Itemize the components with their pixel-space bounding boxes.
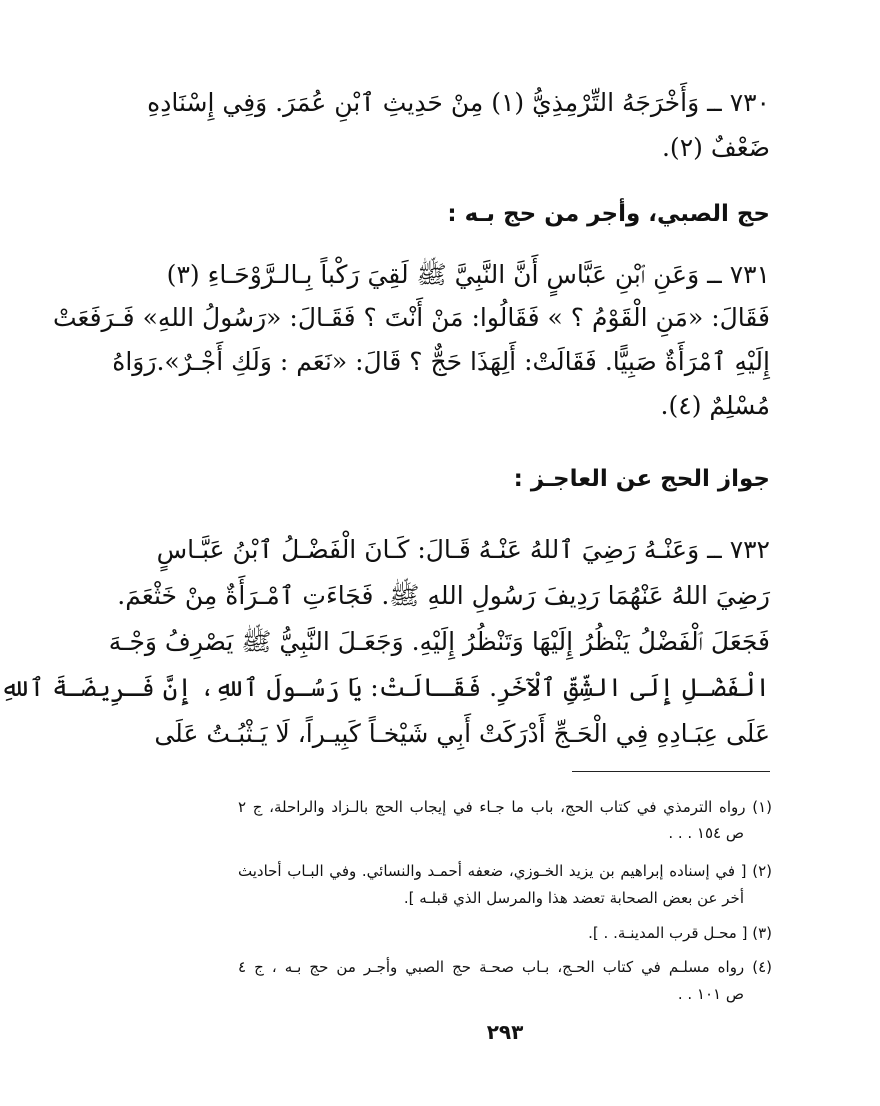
hadith-732-line-3: فَجَعَلَ ٱلْفَضْلُ يَنْظُرُ إِلَيْهَا وَتَنْظُرُ إِلَيْهِ. وَجَعَـلَ النَّبِيُّ ﷺ يَصْرِفُ وَجْـهَ bbox=[108, 627, 770, 656]
hadith-730-line-1: ٧٣٠ ــ وَأَخْرَجَهُ التِّرْمِذِيُّ (١) مِنْ حَدِيثِ ٱبْنِ عُمَرَ. وَفِي إِسْنَادِهِ bbox=[147, 88, 770, 117]
hadith-732-line-1: ٧٣٢ ــ وَعَنْـهُ رَضِيَ ٱللهُ عَنْـهُ قَـالَ: كَـانَ الْفَضْـلُ ٱبْنُ عَبَّـاسٍ bbox=[156, 535, 770, 564]
footnote-2-line-2: أخر عن بعض الصحابة تعضد هذا والمرسل الذي قبلـه ]. bbox=[403, 889, 744, 907]
hadith-732-line-4: الْفَضْـلِ إِلَى الشِّقِّ ٱلْآخَرِ. فَقَـالَتْ: يَا رَسُـولَ ٱللهِ، إِنَّ فَـرِيضَـةَ ٱللهِ bbox=[0, 673, 770, 702]
footnote-3: (٣) [ محـل قرب المدينـة. . ]. bbox=[588, 924, 772, 942]
hadith-732-line-2: رَضِيَ اللهُ عَنْهُمَا رَدِيفَ رَسُولِ اللهِ ﷺ. فَجَاءَتِ ٱمْـرَأَةٌ مِنْ خَثْعَمَ. bbox=[117, 581, 770, 610]
hadith-731-line-1: ٧٣١ ــ وَعَنِ ٱبْنِ عَبَّاسٍ أَنَّ النَّبِيَّ ﷺ لَقِيَ رَكْباً بِـالـرَّوْحَـاءِ (٣) bbox=[166, 260, 770, 289]
hadith-731-line-2: فَقَالَ: «مَنِ الْقَوْمُ ؟ » فَقَالُوا: مَنْ أَنْتَ ؟ فَقَـالَ: «رَسُولُ اللهِ» فَـرَفَعَتْ bbox=[53, 303, 770, 332]
footnote-1-line-2: ص ١٥٤ . . . bbox=[668, 824, 744, 842]
footnote-1-line-1: (١) رواه الترمذي في كتاب الحج، باب ما جـاء في إيجاب الحج بالـزاد والراحلة، ج ٢ bbox=[238, 798, 772, 816]
hadith-730-line-2: ضَعْفٌ (٢). bbox=[661, 133, 770, 162]
page-number: ٢٩٣ bbox=[486, 1020, 524, 1044]
section-heading-child-hajj: حج الصبي، وأجر من حج بـه : bbox=[447, 201, 770, 227]
hadith-731-line-3: إِلَيْهِ ٱمْرَأَةٌ صَبِيًّا. فَقَالَتْ: أَلِهَذَا حَجٌّ ؟ قَالَ: «نَعَم : وَلَكِ أَجْـرٌ».رَوَاهُ bbox=[112, 347, 770, 376]
footnote-2-line-1: (٢) [ في إسناده إبراهيم بن يزيد الخـوزي، ضعفه أحمـد والنسائي. وفي البـاب أحاديث bbox=[238, 862, 772, 880]
hadith-732-line-5: عَلَى عِبَـادِهِ فِي الْحَـجِّ أَدْرَكَتْ أَبِي شَيْخـاً كَبِيـراً، لَا يَـثْبُـتُ عَلَى bbox=[154, 719, 770, 748]
footnote-separator bbox=[572, 771, 770, 772]
footnote-4-line-1: (٤) رواه مسلـم في كتاب الحـج، بـاب صحـة حج الصبي وأجـر من حج بـه ، ج ٤ bbox=[238, 958, 772, 976]
footnote-4-line-2: ص ١٠١ . . bbox=[677, 985, 744, 1003]
hadith-731-line-4: مُسْلِمٌ (٤). bbox=[660, 391, 770, 420]
section-heading-hajj-for-incapable: جواز الحج عن العاجـز : bbox=[513, 466, 770, 492]
